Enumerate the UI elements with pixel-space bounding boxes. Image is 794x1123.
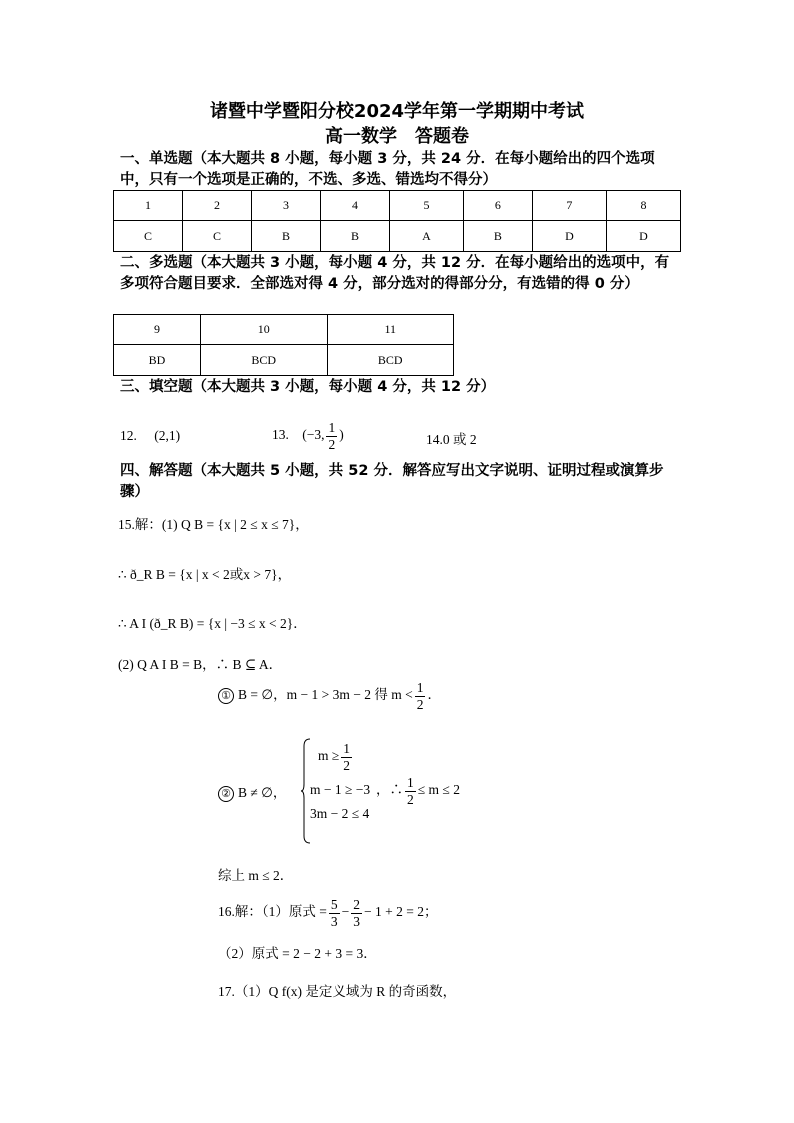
table-cell: B: [320, 221, 389, 252]
case-1-text: B = ∅，m − 1 > 3m − 2 得 m <: [238, 687, 413, 703]
table-cell: BD: [114, 345, 201, 376]
case-2-text: B ≠ ∅，: [238, 785, 287, 800]
table-cell: 2: [182, 191, 251, 221]
fraction-denominator: 2: [343, 757, 351, 773]
q12-label: 12.: [120, 428, 137, 443]
table-cell: 5: [389, 191, 463, 221]
table-cell: 1: [114, 191, 183, 221]
case-2-conclusion-prefix: ，∴: [376, 782, 403, 798]
fraction-numerator: 1: [343, 741, 351, 756]
table-cell: BCD: [201, 345, 327, 376]
section2-answer-row: [114, 345, 454, 376]
fraction-numerator: 5: [330, 897, 338, 912]
table-cell: D: [532, 221, 606, 252]
table-cell: 8: [606, 191, 680, 221]
q17-line-1: 17.（1）Q f(x) 是定义域为 R 的奇函数，: [218, 984, 457, 999]
case-2-conclusion-suffix: ≤ m ≤ 2: [417, 782, 460, 798]
q14-answer: [426, 428, 477, 448]
fraction-denominator: 2: [407, 791, 414, 807]
fraction-numerator: 1: [407, 775, 414, 790]
q16-line-1-suffix: − 1 + 2 = 2；: [364, 904, 438, 920]
table-cell: 11: [327, 315, 454, 345]
q15-line-2: ∴ ð_R B = {x | x < 2或x > 7}，: [118, 567, 292, 582]
table-cell: BCD: [327, 345, 454, 376]
table-cell: A: [389, 221, 463, 252]
q16-fraction-1: [329, 897, 340, 929]
section3-heading: 三、填空题（本大题共 3 小题，每小题 4 分，共 12 分）: [120, 379, 496, 395]
q16-line-2: （2）原式 = 2 − 2 + 3 = 3．: [218, 946, 377, 961]
section1-heading: 一、单选题（本大题共 8 小题，每小题 3 分，共 24 分．在每小题给出的四个选项中，只有一个选项是正确的，不选、多选、错选均不得分）: [120, 151, 655, 188]
section4-heading: 四、解答题（本大题共 5 小题，共 52 分．解答应写出文字说明、证明过程或演算步骤）: [120, 463, 664, 500]
q13-value-prefix: (−3,: [302, 427, 325, 443]
q16-fraction-2: [351, 897, 362, 929]
table-cell: 6: [463, 191, 532, 221]
table-cell: D: [606, 221, 680, 252]
fraction-denominator: 2: [328, 436, 336, 452]
table-cell: B: [463, 221, 532, 252]
exam-title: 诸暨中学暨阳分校2024学年第一学期期中考试: [209, 101, 585, 122]
fraction-denominator: 3: [353, 913, 360, 929]
q14-label: 14.: [426, 432, 443, 447]
q12-value: (2,1): [154, 428, 181, 443]
q13-answer: [272, 420, 344, 452]
q15-case-2: [218, 781, 286, 802]
q14-value: 0 或 2: [442, 432, 477, 447]
minus-sign: −: [341, 904, 350, 920]
case-2-marker: ②: [218, 786, 234, 802]
case-2-fraction: [405, 775, 416, 807]
case-1-end: ．: [427, 687, 441, 703]
q12-answer: [120, 428, 180, 444]
section2-answer-table: [113, 314, 454, 376]
section1-answer-table: [113, 190, 681, 252]
q15-line-1: 15.解：(1) Q B = {x | 2 ≤ x ≤ 7}，: [118, 517, 309, 532]
q15-line-3: ∴ A I (ð_R B) = {x | −3 ≤ x < 2}．: [118, 616, 307, 631]
system-line-3: 3m − 2 ≤ 4: [310, 806, 370, 821]
case-1-marker: ①: [218, 688, 234, 704]
q15-line-4: (2) Q A I B = B，∴ B ⊆ A．: [118, 657, 283, 672]
q15-case-1: [218, 680, 441, 712]
table-cell: 7: [532, 191, 606, 221]
exam-subtitle: 高一数学 答题卷: [325, 126, 469, 147]
table-cell: C: [114, 221, 183, 252]
system-line-1: [318, 741, 354, 773]
system-fraction: [341, 741, 352, 773]
section1-number-row: [114, 191, 681, 221]
fraction-denominator: 2: [416, 696, 424, 712]
fraction-numerator: 1: [416, 680, 424, 695]
q13-value-suffix: ): [339, 427, 344, 443]
case-2-conclusion: [376, 775, 460, 807]
q16-line-1: [218, 897, 437, 929]
table-cell: 10: [201, 315, 327, 345]
case-1-fraction: [415, 680, 426, 712]
q15-summary: 综上 m ≤ 2．: [218, 868, 294, 883]
table-cell: 3: [251, 191, 320, 221]
fraction-numerator: 1: [328, 420, 336, 435]
table-cell: 9: [114, 315, 201, 345]
system-line-2: m − 1 ≥ −3: [310, 782, 371, 797]
q13-label: 13.: [272, 427, 289, 443]
system-line-1-text: m ≥: [318, 748, 340, 764]
table-cell: B: [251, 221, 320, 252]
q13-fraction: [326, 420, 337, 452]
q16-line-1-prefix: 16.解：（1）原式 =: [218, 904, 327, 920]
fraction-denominator: 3: [330, 913, 338, 929]
table-cell: 4: [320, 191, 389, 221]
table-cell: C: [182, 221, 251, 252]
section1-answer-row: [114, 221, 681, 252]
fraction-numerator: 2: [353, 897, 360, 912]
section2-heading: 二、多选题（本大题共 3 小题，每小题 4 分，共 12 分．在每小题给出的选项中，有多项符合题目要求．全部选对得 4 分，部分选对的得部分分，有选错的得 0 分）: [120, 255, 670, 292]
section2-number-row: [114, 315, 454, 345]
